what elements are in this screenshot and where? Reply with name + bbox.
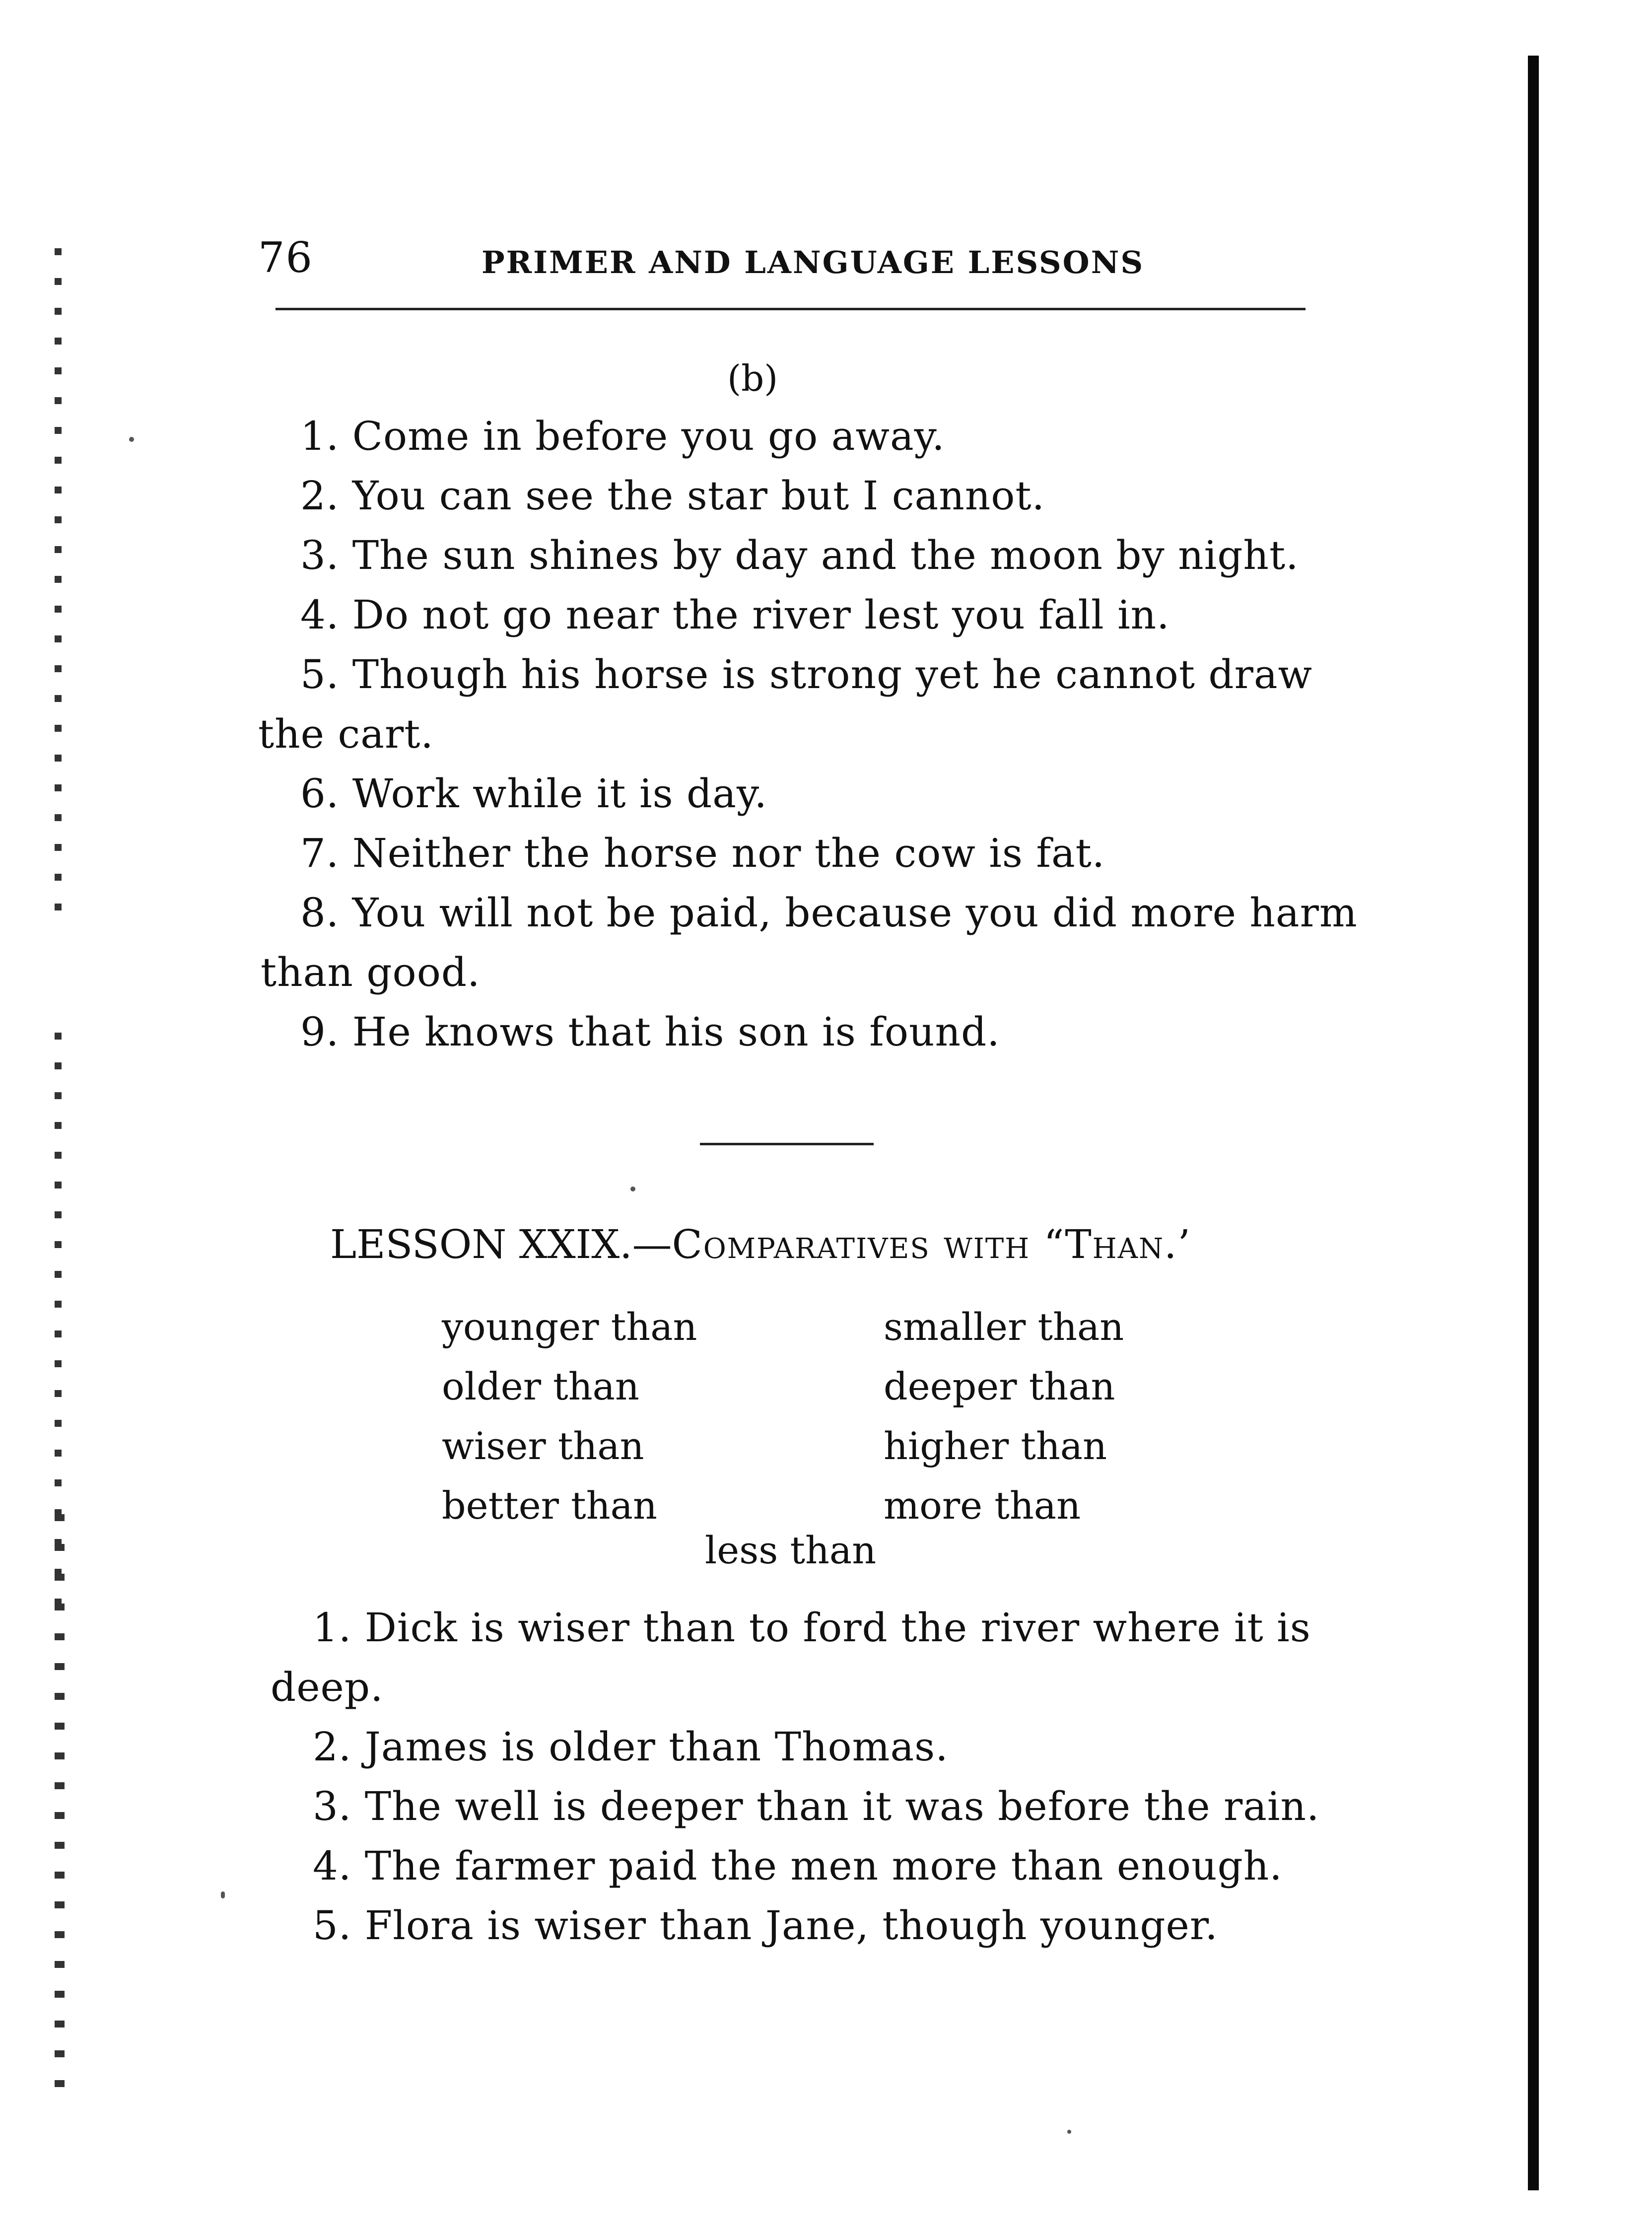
word-list-item: higher than [884,1424,1107,1468]
text-line: 6. Work while it is day. [300,770,767,817]
lesson-heading [330,1221,1191,1267]
text-line: 8. You will not be paid, because you did more harm [300,890,1358,936]
section-separator [700,1143,874,1145]
section-label: (b) [727,357,778,399]
word-list-item: less than [705,1528,877,1572]
text-line: 1. Come in before you go away. [300,413,945,459]
header-rule [275,308,1306,310]
word-list-item: wiser than [442,1424,644,1468]
word-list-item: better than [442,1483,657,1528]
text-line: 3. The well is deeper than it was before the rain. [313,1783,1320,1829]
text-line: 1. Dick is wiser than to ford the river where it is [313,1605,1311,1651]
word-list-item: smaller than [884,1305,1124,1349]
scan-speck [221,1891,225,1898]
text-line: than good. [261,949,481,995]
text-line: deep. [271,1664,384,1710]
scan-speck [129,437,134,442]
text-line: 3. The sun shines by day and the moon by night. [300,532,1299,578]
scan-speck [1067,2130,1071,2134]
text-line: 9. He knows that his son is found. [300,1009,1000,1055]
scan-margin-artifact [55,1514,65,2100]
lesson-number: LESSON XXIX.— [330,1221,672,1267]
text-line: 5. Flora is wiser than Jane, though younger. [313,1902,1218,1949]
lesson-title: Comparatives with “Than.’ [672,1221,1191,1267]
text-line: 4. The farmer paid the men more than enough. [313,1843,1283,1889]
scan-speck [630,1187,635,1191]
text-line: 7. Neither the horse nor the cow is fat. [300,830,1105,876]
text-line: 2. You can see the star but I cannot. [300,473,1045,519]
text-line: 4. Do not go near the river lest you fall in. [300,592,1170,638]
word-list-item: more than [884,1483,1081,1528]
running-title: PRIMER AND LANGUAGE LESSONS [482,244,1145,280]
scan-margin-artifact [55,248,62,918]
word-list-item: younger than [442,1305,697,1349]
text-line: 5. Though his horse is strong yet he cannot draw [300,651,1313,698]
text-line: the cart. [258,711,434,757]
text-line: 2. James is older than Thomas. [313,1724,949,1770]
word-list-item: deeper than [884,1364,1115,1408]
word-list-item: older than [442,1364,639,1408]
page-edge-bar [1528,56,1539,2190]
page-number: 76 [258,233,313,282]
